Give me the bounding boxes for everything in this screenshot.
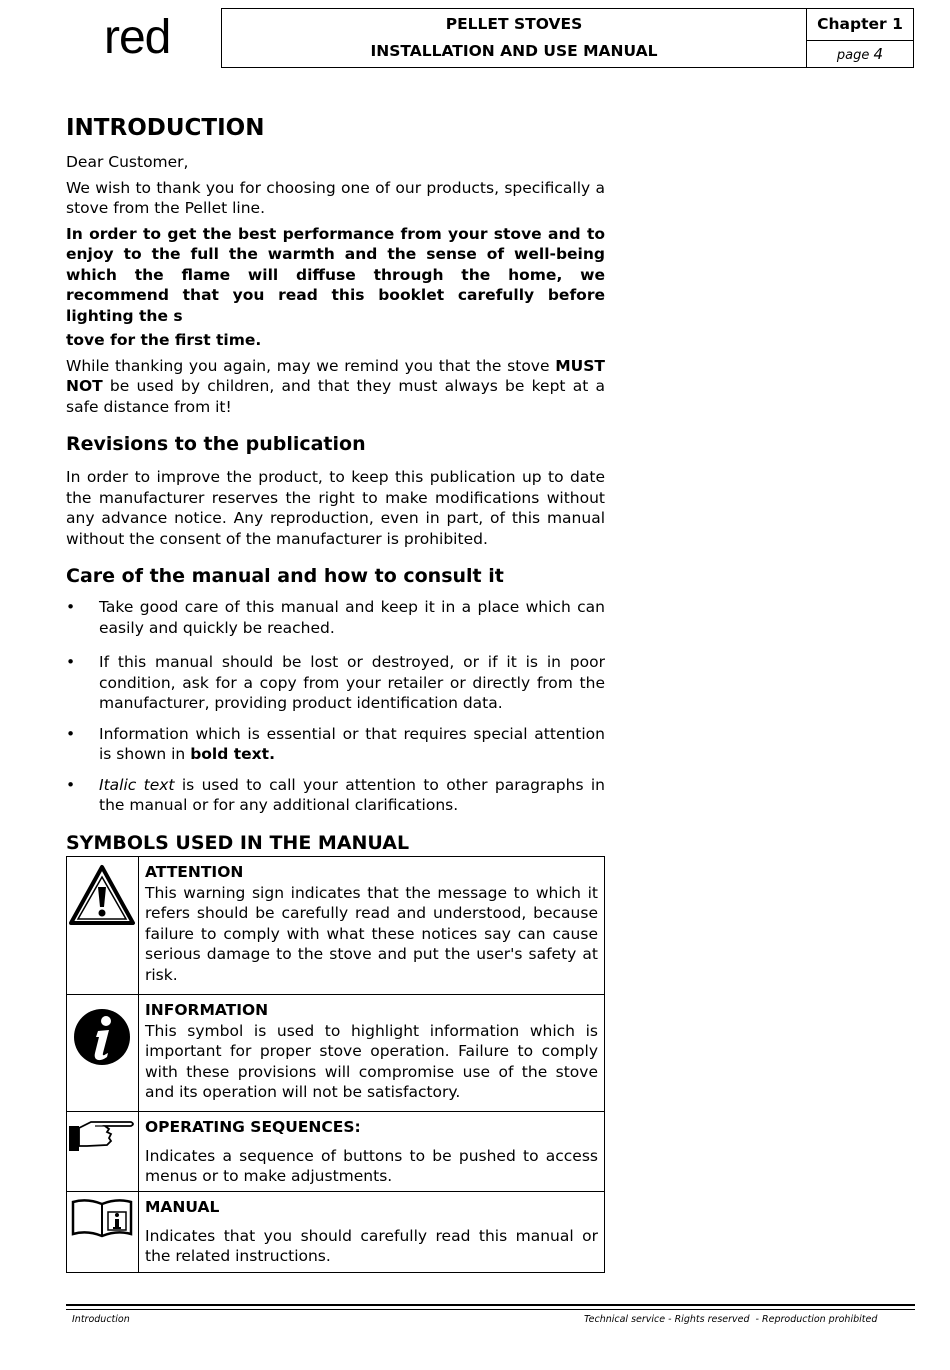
care-list	[66, 597, 605, 816]
symbol-description: Indicates a sequence of buttons to be pushed to access menus or to make adjustments.	[145, 1146, 598, 1185]
intro-paragraph-2: In order to get the best performance from your stove and to enjoy to the full the warmth and the sense of well-being which the flame will diffuse through the home, we recommend that you read this booklet carefully before lighting the s	[66, 224, 605, 325]
table-row	[67, 856, 605, 994]
page-number: 4	[873, 45, 884, 63]
page-label: page	[836, 48, 870, 63]
symbol-title: ATTENTION	[145, 862, 244, 881]
footer-rights: Technical service - Rights reserved - Reproduction prohibited	[584, 1314, 878, 1325]
list-item	[66, 597, 605, 638]
list-item-text: is used to call your attention to other paragraphs in the manual or for any additional clarifications.	[99, 775, 605, 814]
list-item	[66, 652, 605, 714]
symbol-description: This warning sign indicates that the message to which it refers should be carefully read and understood, because failure to comply with what these notices say can cause serious damage to the stove and put the user's safety at risk.	[145, 883, 598, 984]
manual-book-icon	[67, 1192, 138, 1242]
list-item	[66, 724, 605, 765]
table-row	[67, 1191, 605, 1272]
title-line-2: INSTALLATION AND USE MANUAL	[370, 42, 658, 60]
bullet: •	[66, 724, 76, 743]
title-line-1: PELLET STOVES	[445, 15, 583, 33]
greeting: Dear Customer,	[66, 153, 189, 171]
list-item-text: Information which is essential or that requires special attention is shown in	[99, 724, 605, 763]
list-item	[66, 775, 605, 816]
footer-rule	[66, 1309, 915, 1310]
table-row	[67, 1111, 605, 1191]
intro-heading: INTRODUCTION	[66, 115, 265, 141]
intro-paragraph-2-continued: tove for the first time.	[66, 331, 262, 349]
main-content	[66, 112, 605, 1273]
pointing-hand-icon	[67, 1112, 138, 1156]
p3-must-not: MUST NOT	[66, 356, 605, 395]
care-heading: Care of the manual and how to consult it	[66, 565, 504, 587]
bullet: •	[66, 598, 76, 616]
symbol-title: MANUAL	[145, 1197, 220, 1216]
page-header	[221, 8, 914, 68]
intro-paragraph-3	[66, 356, 605, 418]
list-item-text: If this manual should be lost or destroyed, or if it is in poor condition, ask for a copy from your retailer or directly from the manufacturer, providing product identification data.	[99, 653, 605, 712]
intro-paragraph-1: We wish to thank you for choosing one of our products, specifically a stove from the Pellet line.	[66, 178, 605, 217]
bullet: •	[66, 653, 76, 671]
symbol-description: Indicates that you should carefully read this manual or the related instructions.	[145, 1226, 598, 1265]
symbol-title: INFORMATION	[145, 1000, 269, 1019]
information-icon	[67, 995, 138, 1075]
symbol-title: OPERATING SEQUENCES:	[145, 1117, 361, 1136]
manual-title	[222, 9, 807, 67]
symbols-heading: SYMBOLS USED IN THE MANUAL	[66, 831, 410, 854]
footer-section: Introduction	[72, 1314, 130, 1325]
bold-text-example: bold text.	[190, 745, 275, 763]
chapter-label: Chapter 1	[807, 9, 913, 41]
warning-triangle-icon	[67, 857, 138, 937]
page-indicator	[807, 41, 913, 69]
footer-rule	[66, 1304, 915, 1306]
revisions-heading: Revisions to the publication	[66, 433, 366, 455]
italic-text-example: Italic text	[99, 775, 175, 794]
table-row	[67, 994, 605, 1111]
p3-text-a: While thanking you again, may we remind you that the stove	[66, 356, 556, 375]
symbols-table	[66, 856, 605, 1273]
p3-text-b: be used by children, and that they must always be kept at a safe distance from it!	[66, 377, 605, 416]
list-item-text: Take good care of this manual and keep it in a place which can easily and quickly be reached.	[99, 598, 605, 637]
symbol-description: This symbol is used to highlight information which is important for proper stove operation. Failure to comply with these provisions will compromise use of the stove and its operation will not be satisfactory.	[145, 1021, 598, 1101]
brand-logo: red	[104, 11, 171, 64]
revisions-text: In order to improve the product, to keep this publication up to date the manufacturer reserves the right to make modifications without any advance notice. Any reproduction, even in part, of this manual without the consent of the manufacturer is prohibited.	[66, 468, 605, 548]
bullet: •	[66, 775, 76, 794]
